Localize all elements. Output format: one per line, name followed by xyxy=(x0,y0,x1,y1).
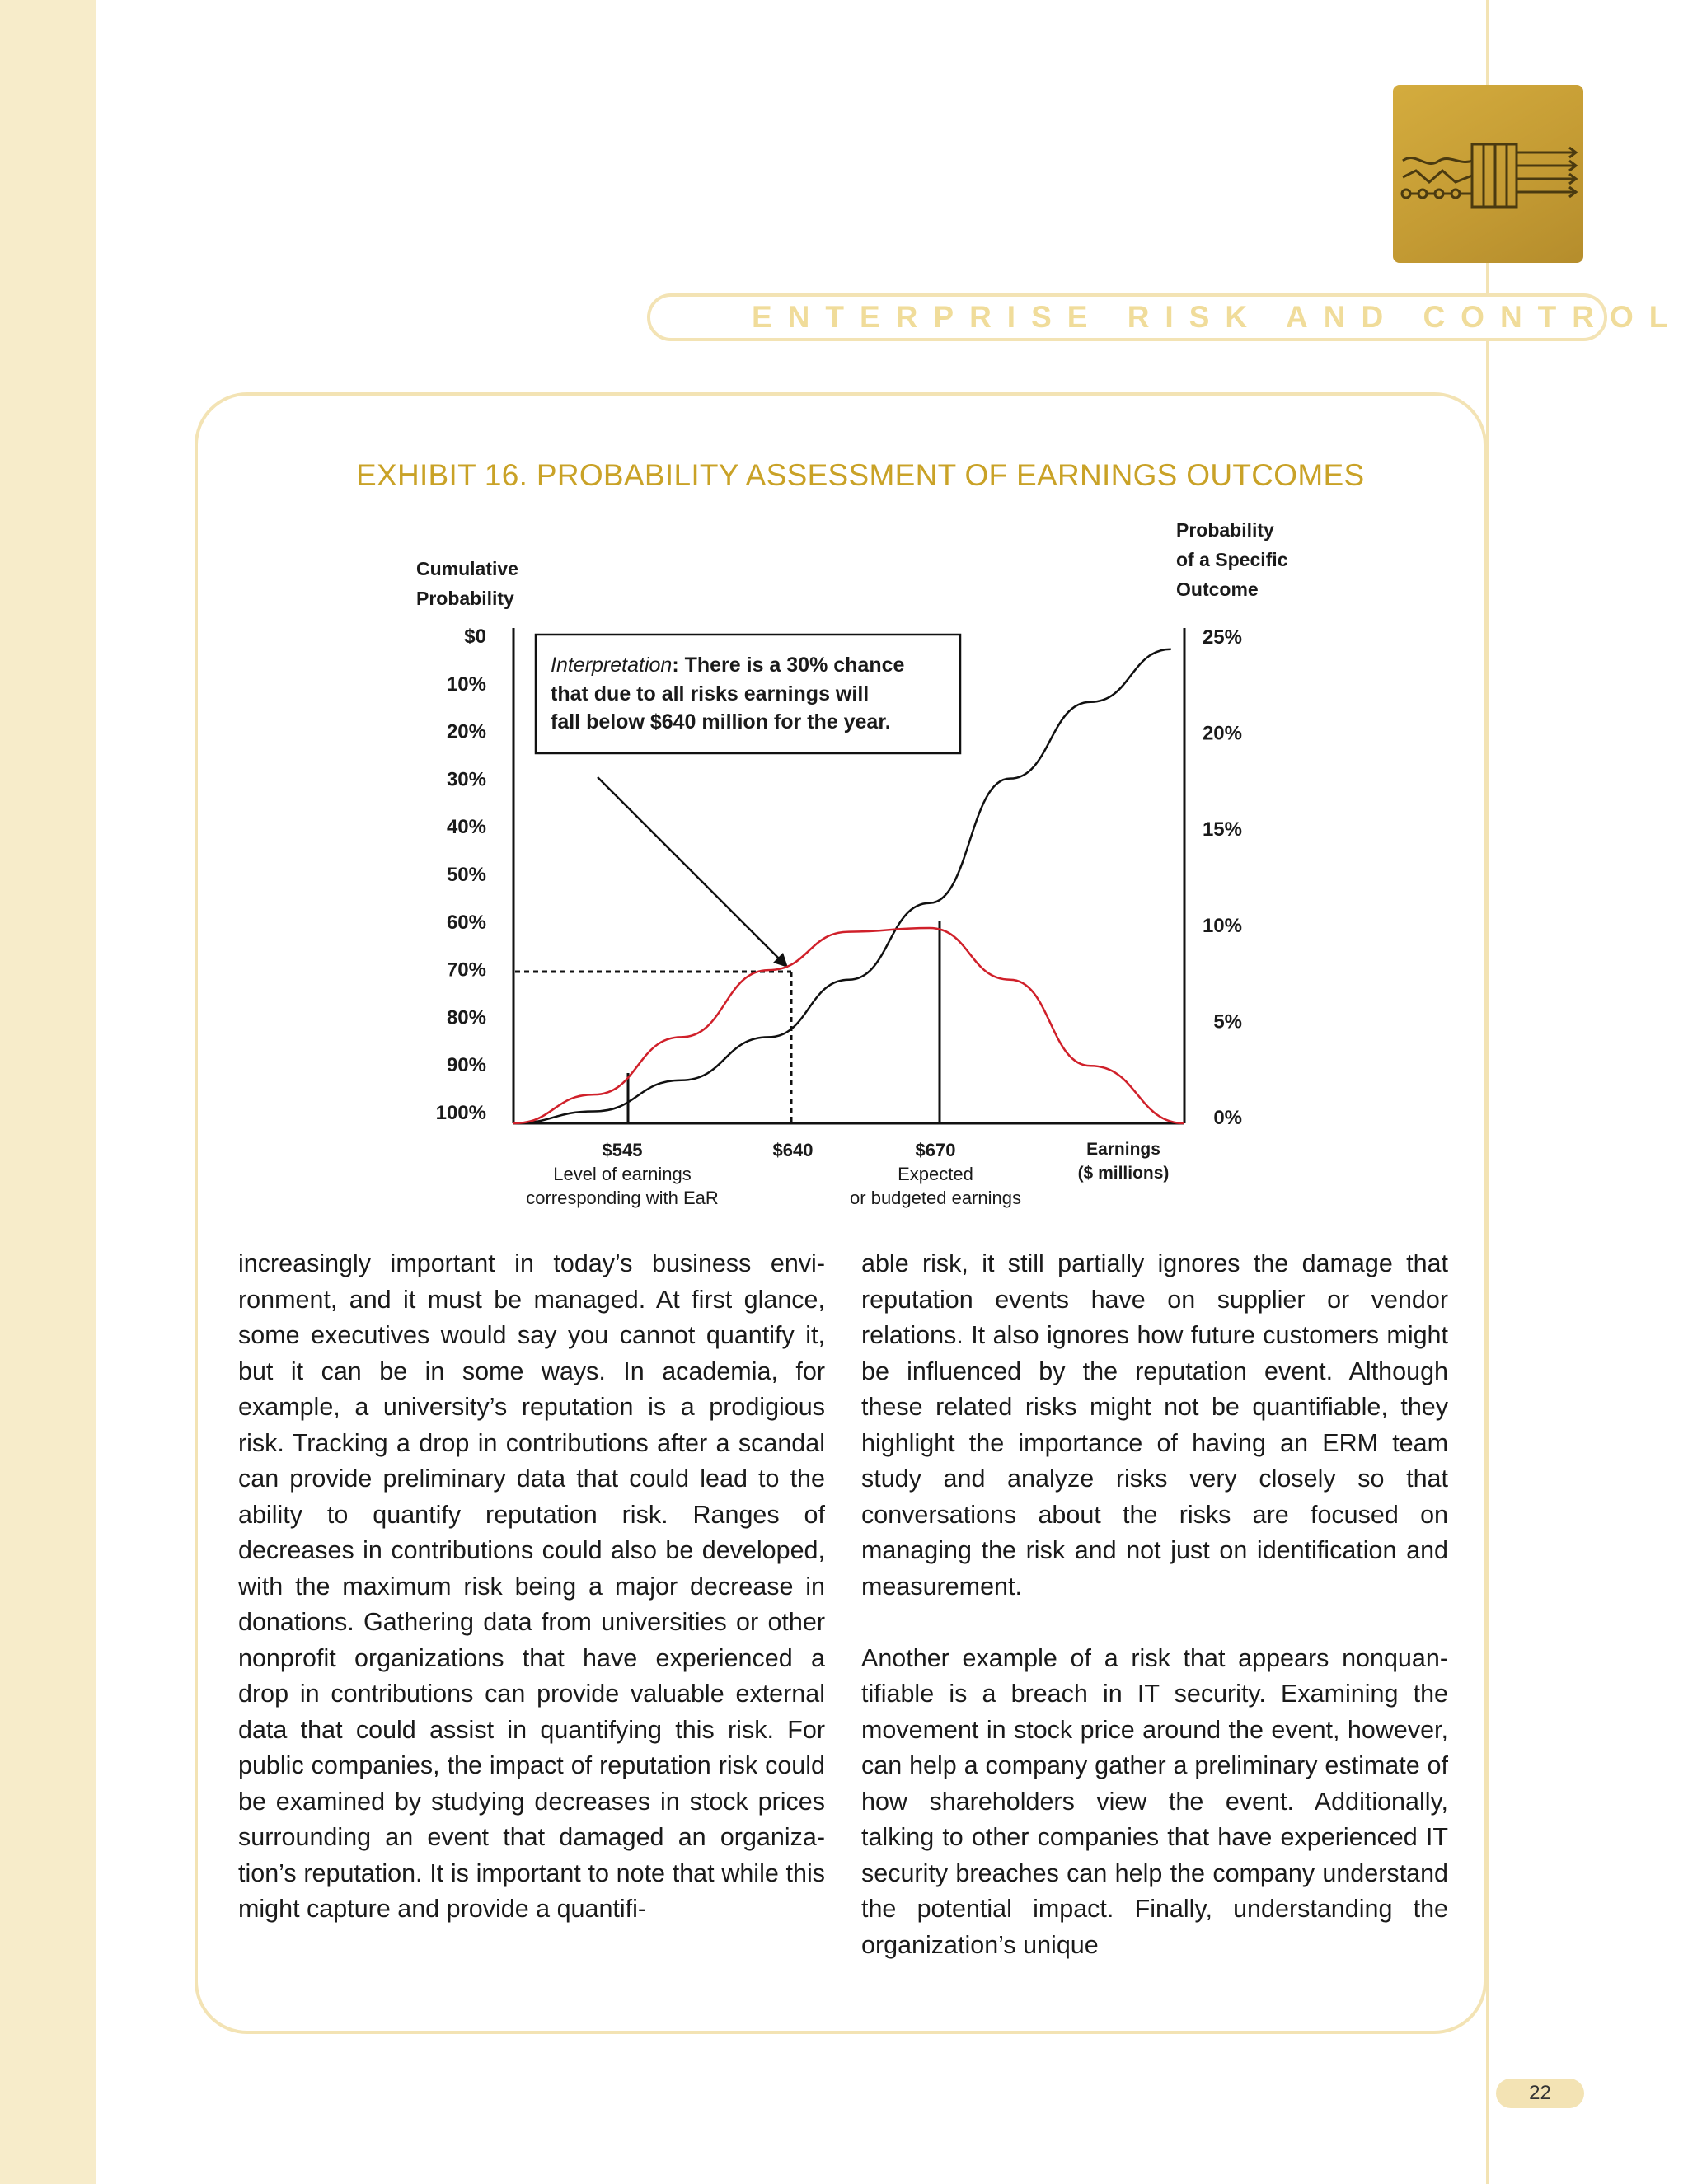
left-tick-label: 100% xyxy=(435,1102,486,1124)
right-tick-label: 25% xyxy=(1202,626,1242,649)
left-tick-label: 50% xyxy=(446,864,486,886)
x-marker-670-note2: or budgeted earnings xyxy=(850,1188,1021,1208)
specific-outcome-curve xyxy=(513,928,1184,1123)
right-tick-label: 15% xyxy=(1202,818,1242,841)
right-tick-label: 5% xyxy=(1213,1010,1242,1033)
x-axis-label-line2: ($ millions) xyxy=(1077,1164,1170,1183)
left-tick-label: 30% xyxy=(446,768,486,791)
right-tick-label: 20% xyxy=(1202,722,1242,745)
right-axis-label-line3: Outcome xyxy=(1176,579,1259,600)
body-right-column xyxy=(861,1246,1448,1999)
left-tick-label: 10% xyxy=(446,673,486,696)
exhibit-title: EXHIBIT 16. PROBABILITY ASSESSMENT OF EARNINGS OUTCOMES xyxy=(356,458,1365,492)
x-marker-640: $640 xyxy=(772,1140,814,1160)
right-tick-label: 10% xyxy=(1202,914,1242,937)
left-tick-label: 80% xyxy=(446,1006,486,1029)
left-axis-label-line2: Probability xyxy=(416,588,514,609)
x-axis-label-line1: Earnings xyxy=(1086,1140,1160,1159)
section-label: ENTERPRISE RISK AND CONTROL xyxy=(752,300,1684,334)
interpretation-line3: fall below $640 million for the year. xyxy=(551,710,891,733)
page-number: 22 xyxy=(1496,2079,1584,2108)
left-tick-label: $0 xyxy=(464,626,486,648)
right-paragraph-2: Another example of a risk that appears nonquantifiable is a breach in IT security. Examining the movement in stock price around the event, however, can help a company gather a preliminary estimate of how shareholders view the event. Additionally, talking to other companies that have experienced IT security breaches can help the company understand the potential impact. Finally, understanding the organization’s unique xyxy=(861,1643,1448,1959)
interpretation-arrow xyxy=(598,777,781,961)
interpretation-line1 xyxy=(551,654,905,677)
right-tick-label: 0% xyxy=(1213,1107,1242,1129)
right-axis-label-line2: of a Specific xyxy=(1176,549,1288,570)
x-marker-545-note2: corresponding with EaR xyxy=(526,1188,719,1208)
body-left-column xyxy=(238,1246,825,1963)
left-tick-label: 90% xyxy=(446,1054,486,1077)
left-tick-label: 20% xyxy=(446,720,486,743)
right-paragraph-1: able risk, it still partially ignores the damage that reputation events have on supplier or vendor relations. It also ignores how future customers might be influenced by the reputation event. Although these related risks might not be quantifiable, they highlight the importance of having an ERM team study and analyze risks very closely so that conversations about the risks are focused on managing the risk and not just on identification and measurement. xyxy=(861,1249,1448,1601)
x-marker-670-note1: Expected xyxy=(898,1164,973,1184)
x-marker-545-note1: Level of earnings xyxy=(553,1164,692,1184)
x-marker-670: $670 xyxy=(915,1140,956,1160)
left-tick-label: 40% xyxy=(446,816,486,839)
left-axis-label-line1: Cumulative xyxy=(416,558,518,579)
left-paragraph-1: increasingly important in today’s business environment, and it must be managed. At first glance, some executives would say you cannot quantify it, but it can be in some ways. In academia, for example, a university’s reputation is a prodigious risk. Tracking a drop in contributions after a scandal can provide preliminary data that could lead to the ability to quantify reputation risk. Ranges of decreases in contributions could also be developed, with the maximum risk being a major decrease in donations. Gathering data from universities or other nonprofit organizations that have experienced a drop in contributions can provide valuable external data that could assist in quantifying this risk. For public companies, the impact of reputation risk could be examined by studying decreases in stock prices surrounding an event that damaged an organization’s reputation. It is important to note that while this might capture and provide a quantifi- xyxy=(238,1249,825,1923)
interpretation-italic: Interpretation xyxy=(551,654,673,677)
interpretation-text: : There is a 30% chance xyxy=(672,654,905,677)
left-tick-label: 70% xyxy=(446,958,486,982)
right-axis-label-line1: Probability xyxy=(1176,519,1274,541)
x-marker-545: $545 xyxy=(602,1140,643,1160)
interpretation-line2: that due to all risks earnings will xyxy=(551,682,870,705)
left-tick-label: 60% xyxy=(446,911,486,934)
